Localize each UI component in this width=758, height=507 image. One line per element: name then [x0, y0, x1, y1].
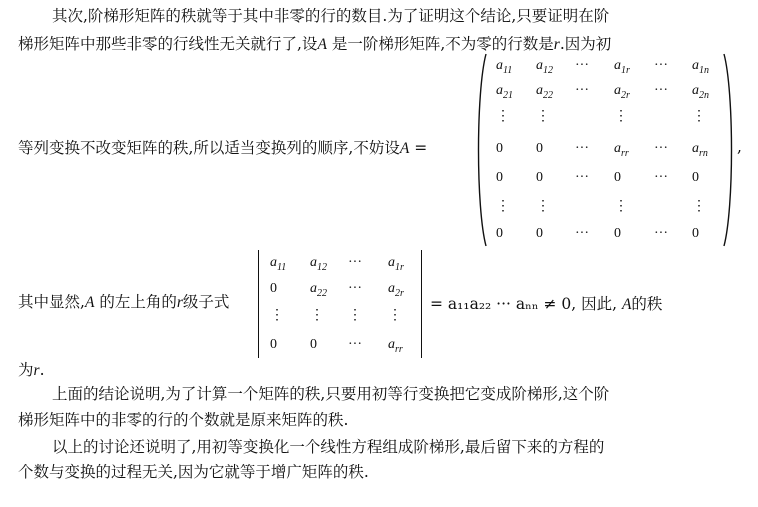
- vdots-entry: ⋮: [388, 308, 402, 323]
- text-span: 的秩: [631, 295, 663, 313]
- vdots-entry: ⋮: [536, 199, 550, 214]
- det-result: [430, 292, 662, 314]
- matrix-entry: $a_{rr}$: [614, 141, 629, 159]
- vdots-entry: ⋮: [348, 308, 362, 323]
- matrix-A: [474, 52, 744, 248]
- text-span: 级子式: [182, 293, 230, 311]
- matrix-entry: 0: [692, 226, 699, 241]
- matrix-entry: 0: [692, 170, 699, 185]
- cdots-entry: ···: [575, 83, 589, 98]
- vdots-entry: ⋮: [496, 109, 510, 124]
- text-span: 的左上角的: [94, 293, 177, 311]
- matrix-entry: 0: [614, 170, 621, 185]
- matrix-entry: $a_{2r}$: [614, 83, 630, 101]
- matrix-entry: $a_{1n}$: [692, 58, 709, 76]
- para2-line2: [18, 360, 45, 381]
- math-A: A: [399, 140, 410, 157]
- math-r: r: [176, 294, 183, 311]
- matrix-entry: $a_{12}$: [310, 255, 327, 273]
- cdots-entry: ···: [654, 83, 668, 98]
- det-formula: = a₁₁a₂₂ ··· aₙₙ ≠ 0, 因此,: [430, 295, 622, 313]
- equals-sign: =: [409, 139, 428, 157]
- matrix-entry: $a_{12}$: [536, 58, 553, 76]
- vdots-entry: ⋮: [536, 109, 550, 124]
- matrix-entry: $a_{1r}$: [614, 58, 630, 76]
- left-paren: [474, 52, 488, 248]
- text-span: 是一阶梯形矩阵,不为零的行数是: [326, 35, 554, 53]
- matrix-entry: $a_{22}$: [310, 281, 327, 299]
- det-right-bar: [421, 250, 422, 358]
- cdots-entry: ···: [348, 337, 362, 352]
- cdots-entry: ···: [348, 255, 362, 270]
- vdots-entry: ⋮: [496, 199, 510, 214]
- cdots-entry: ···: [654, 58, 668, 73]
- cdots-entry: ···: [575, 170, 589, 185]
- para4-line2: 个数与变换的过程无关,因为它就等于增广矩阵的秩.: [18, 463, 369, 481]
- math-A: A: [317, 36, 327, 53]
- matrix-entry: $a_{2n}$: [692, 83, 709, 101]
- matrix-entry: 0: [536, 141, 543, 156]
- matrix-entry: 0: [270, 281, 277, 296]
- math-A: A: [84, 294, 95, 311]
- vdots-entry: ⋮: [310, 308, 324, 323]
- para1-line3: [18, 138, 427, 159]
- math-r: r: [33, 362, 40, 379]
- cdots-entry: ···: [654, 226, 668, 241]
- math-A: A: [621, 296, 632, 313]
- trailing-comma: ,: [737, 138, 742, 156]
- cdots-entry: ···: [654, 170, 668, 185]
- vdots-entry: ⋮: [614, 199, 628, 214]
- para4-line1: 以上的讨论还说明了,用初等变换化一个线性方程组成阶梯形,最后留下来的方程的: [52, 438, 605, 456]
- math-r: r: [553, 36, 560, 53]
- matrix-entry: $a_{1r}$: [388, 255, 404, 273]
- right-paren: [722, 52, 736, 248]
- cdots-entry: ···: [348, 281, 362, 296]
- para2-line1: [18, 292, 229, 313]
- matrix-entry: 0: [496, 226, 503, 241]
- cdots-entry: ···: [575, 226, 589, 241]
- matrix-entry: 0: [536, 170, 543, 185]
- det-left-bar: [258, 250, 259, 358]
- vdots-entry: ⋮: [692, 109, 706, 124]
- matrix-entry: 0: [536, 226, 543, 241]
- text-span: .: [39, 361, 45, 379]
- text-span: 梯形矩阵中那些非零的行线性无关就行了,设: [18, 35, 318, 53]
- matrix-entry: $a_{11}$: [270, 255, 287, 273]
- cdots-entry: ···: [575, 141, 589, 156]
- para3-line1: 上面的结论说明,为了计算一个矩阵的秩,只要用初等行变换把它变成阶梯形,这个阶: [52, 385, 610, 403]
- matrix-entry: $a_{rn}$: [692, 141, 708, 159]
- matrix-entry: 0: [310, 337, 317, 352]
- cdots-entry: ···: [575, 58, 589, 73]
- matrix-entry: 0: [496, 170, 503, 185]
- text-span: .因为初: [559, 35, 612, 53]
- matrix-entry: $a_{11}$: [496, 58, 513, 76]
- matrix-entry: $a_{rr}$: [388, 337, 403, 355]
- matrix-entry: 0: [270, 337, 277, 352]
- para3-line2: 梯形矩阵中的非零的行的个数就是原来矩阵的秩.: [18, 411, 349, 429]
- vdots-entry: ⋮: [614, 109, 628, 124]
- matrix-entry: 0: [496, 141, 503, 156]
- matrix-entry: $a_{2r}$: [388, 281, 404, 299]
- minor-determinant: [258, 248, 428, 360]
- text-span: 为: [18, 361, 34, 379]
- vdots-entry: ⋮: [270, 308, 284, 323]
- cdots-entry: ···: [654, 141, 668, 156]
- matrix-entry: 0: [614, 226, 621, 241]
- para1-line1: 其次,阶梯形矩阵的秩就等于其中非零的行的数目.为了证明这个结论,只要证明在阶: [52, 7, 610, 25]
- vdots-entry: ⋮: [692, 199, 706, 214]
- matrix-entry: $a_{21}$: [496, 83, 513, 101]
- matrix-entry: $a_{22}$: [536, 83, 553, 101]
- text-span: 等列变换不改变矩阵的秩,所以适当变换列的顺序,不妨设: [18, 139, 400, 157]
- text-span: 其中显然,: [18, 293, 85, 311]
